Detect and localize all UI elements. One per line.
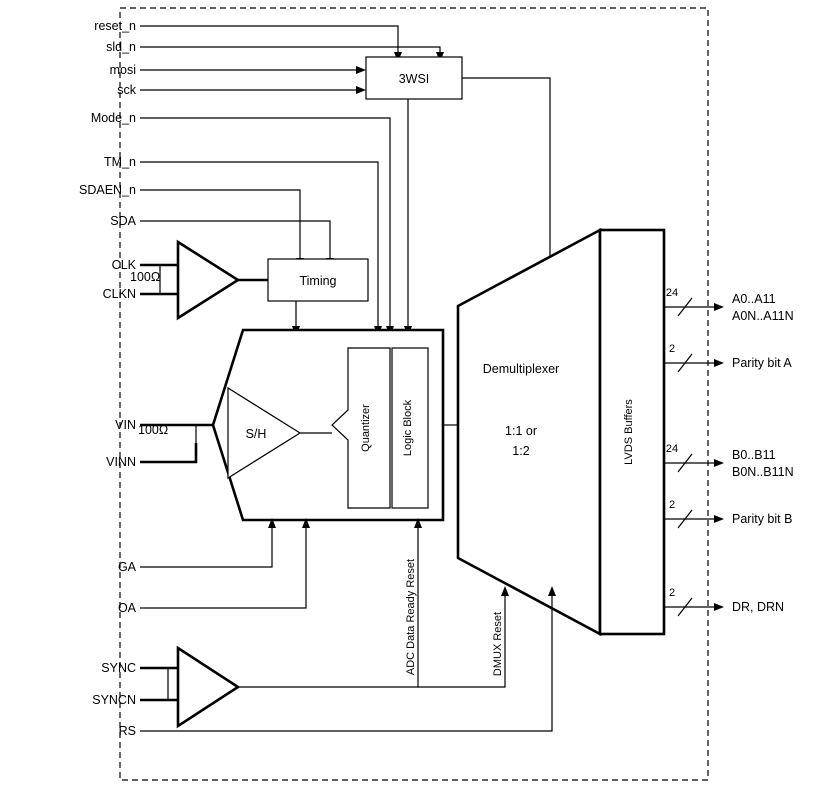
label-oa: OA [117, 601, 136, 615]
label-vin-termination: 100Ω [138, 423, 169, 437]
label-demultiplexer: Demultiplexer [482, 362, 560, 376]
label-tm-n: TM_n [104, 155, 136, 169]
count-out-parity-a: 2 [668, 343, 676, 355]
label-syncn: SYNCN [92, 693, 136, 707]
wire-tm-n [140, 162, 378, 330]
label-clk-termination: 100Ω [130, 270, 161, 284]
label-dmux-reset: DMUX Reset [492, 611, 504, 677]
wire-oa [140, 524, 306, 608]
label-3wsi: 3WSI [398, 72, 430, 86]
label-sck: sck [117, 83, 136, 97]
wire-ga [140, 524, 272, 567]
label-ga: GA [117, 560, 136, 574]
count-out-dr: 2 [668, 587, 676, 599]
label-reset-n: reset_n [94, 19, 136, 33]
label-sync: SYNC [101, 661, 136, 675]
label-logic-block: Logic Block [402, 399, 414, 457]
label-timing: Timing [299, 274, 337, 288]
label-mosi: mosi [109, 63, 136, 77]
arrow-out-parity-b [714, 515, 724, 523]
label-clk: CLK [111, 258, 136, 272]
label-out-parity-a: Parity bit A [732, 356, 792, 370]
wire-sld-n [140, 47, 440, 56]
wire-reset-n [140, 26, 398, 56]
arrow-out-b [714, 459, 724, 467]
arrow-mosi [356, 66, 366, 74]
label-demux-ratio-1: 1:1 or [505, 424, 537, 438]
label-lvds-buffers: LVDS Buffers [623, 399, 635, 465]
count-out-parity-b: 2 [668, 499, 676, 511]
label-vinn: VINN [106, 455, 136, 469]
label-sample-hold: S/H [245, 427, 267, 441]
label-mode-n: Mode_n [90, 111, 136, 125]
label-out-a-line2: A0N..A11N [732, 309, 794, 323]
label-sda: SDA [110, 214, 136, 228]
wire-adc-data-ready-reset [238, 524, 418, 687]
label-adc-data-ready-reset: ADC Data Ready Reset [405, 558, 417, 676]
label-quantizer: Quantizer [360, 404, 372, 452]
label-out-dr: DR, DRN [732, 600, 785, 614]
label-out-b-line1: B0..B11 [732, 448, 776, 462]
count-out-a: 24 [665, 287, 679, 299]
label-sld-n: sld_n [106, 40, 136, 54]
wire-vinn [140, 443, 196, 462]
sync-buffer [178, 648, 238, 726]
label-demux-ratio-2: 1:2 [512, 444, 530, 458]
wire-sdaen-n [140, 190, 300, 262]
label-out-b-line2: B0N..B11N [732, 465, 794, 479]
clk-buffer [178, 242, 238, 318]
count-out-b: 24 [665, 443, 679, 455]
label-out-a-line1: A0..A11 [732, 292, 776, 306]
label-sdaen-n: SDAEN_n [79, 183, 136, 197]
wire-sda [140, 221, 330, 262]
label-clkn: CLKN [102, 287, 136, 301]
arrow-sck [356, 86, 366, 94]
label-rs: RS [118, 724, 136, 738]
label-vin: VIN [115, 418, 136, 432]
wire-3wsi-demux [462, 78, 550, 280]
label-out-parity-b: Parity bit B [732, 512, 793, 526]
arrow-dmux-reset [501, 586, 509, 596]
arrow-out-dr [714, 603, 724, 611]
arrow-out-parity-a [714, 359, 724, 367]
arrow-out-a [714, 303, 724, 311]
